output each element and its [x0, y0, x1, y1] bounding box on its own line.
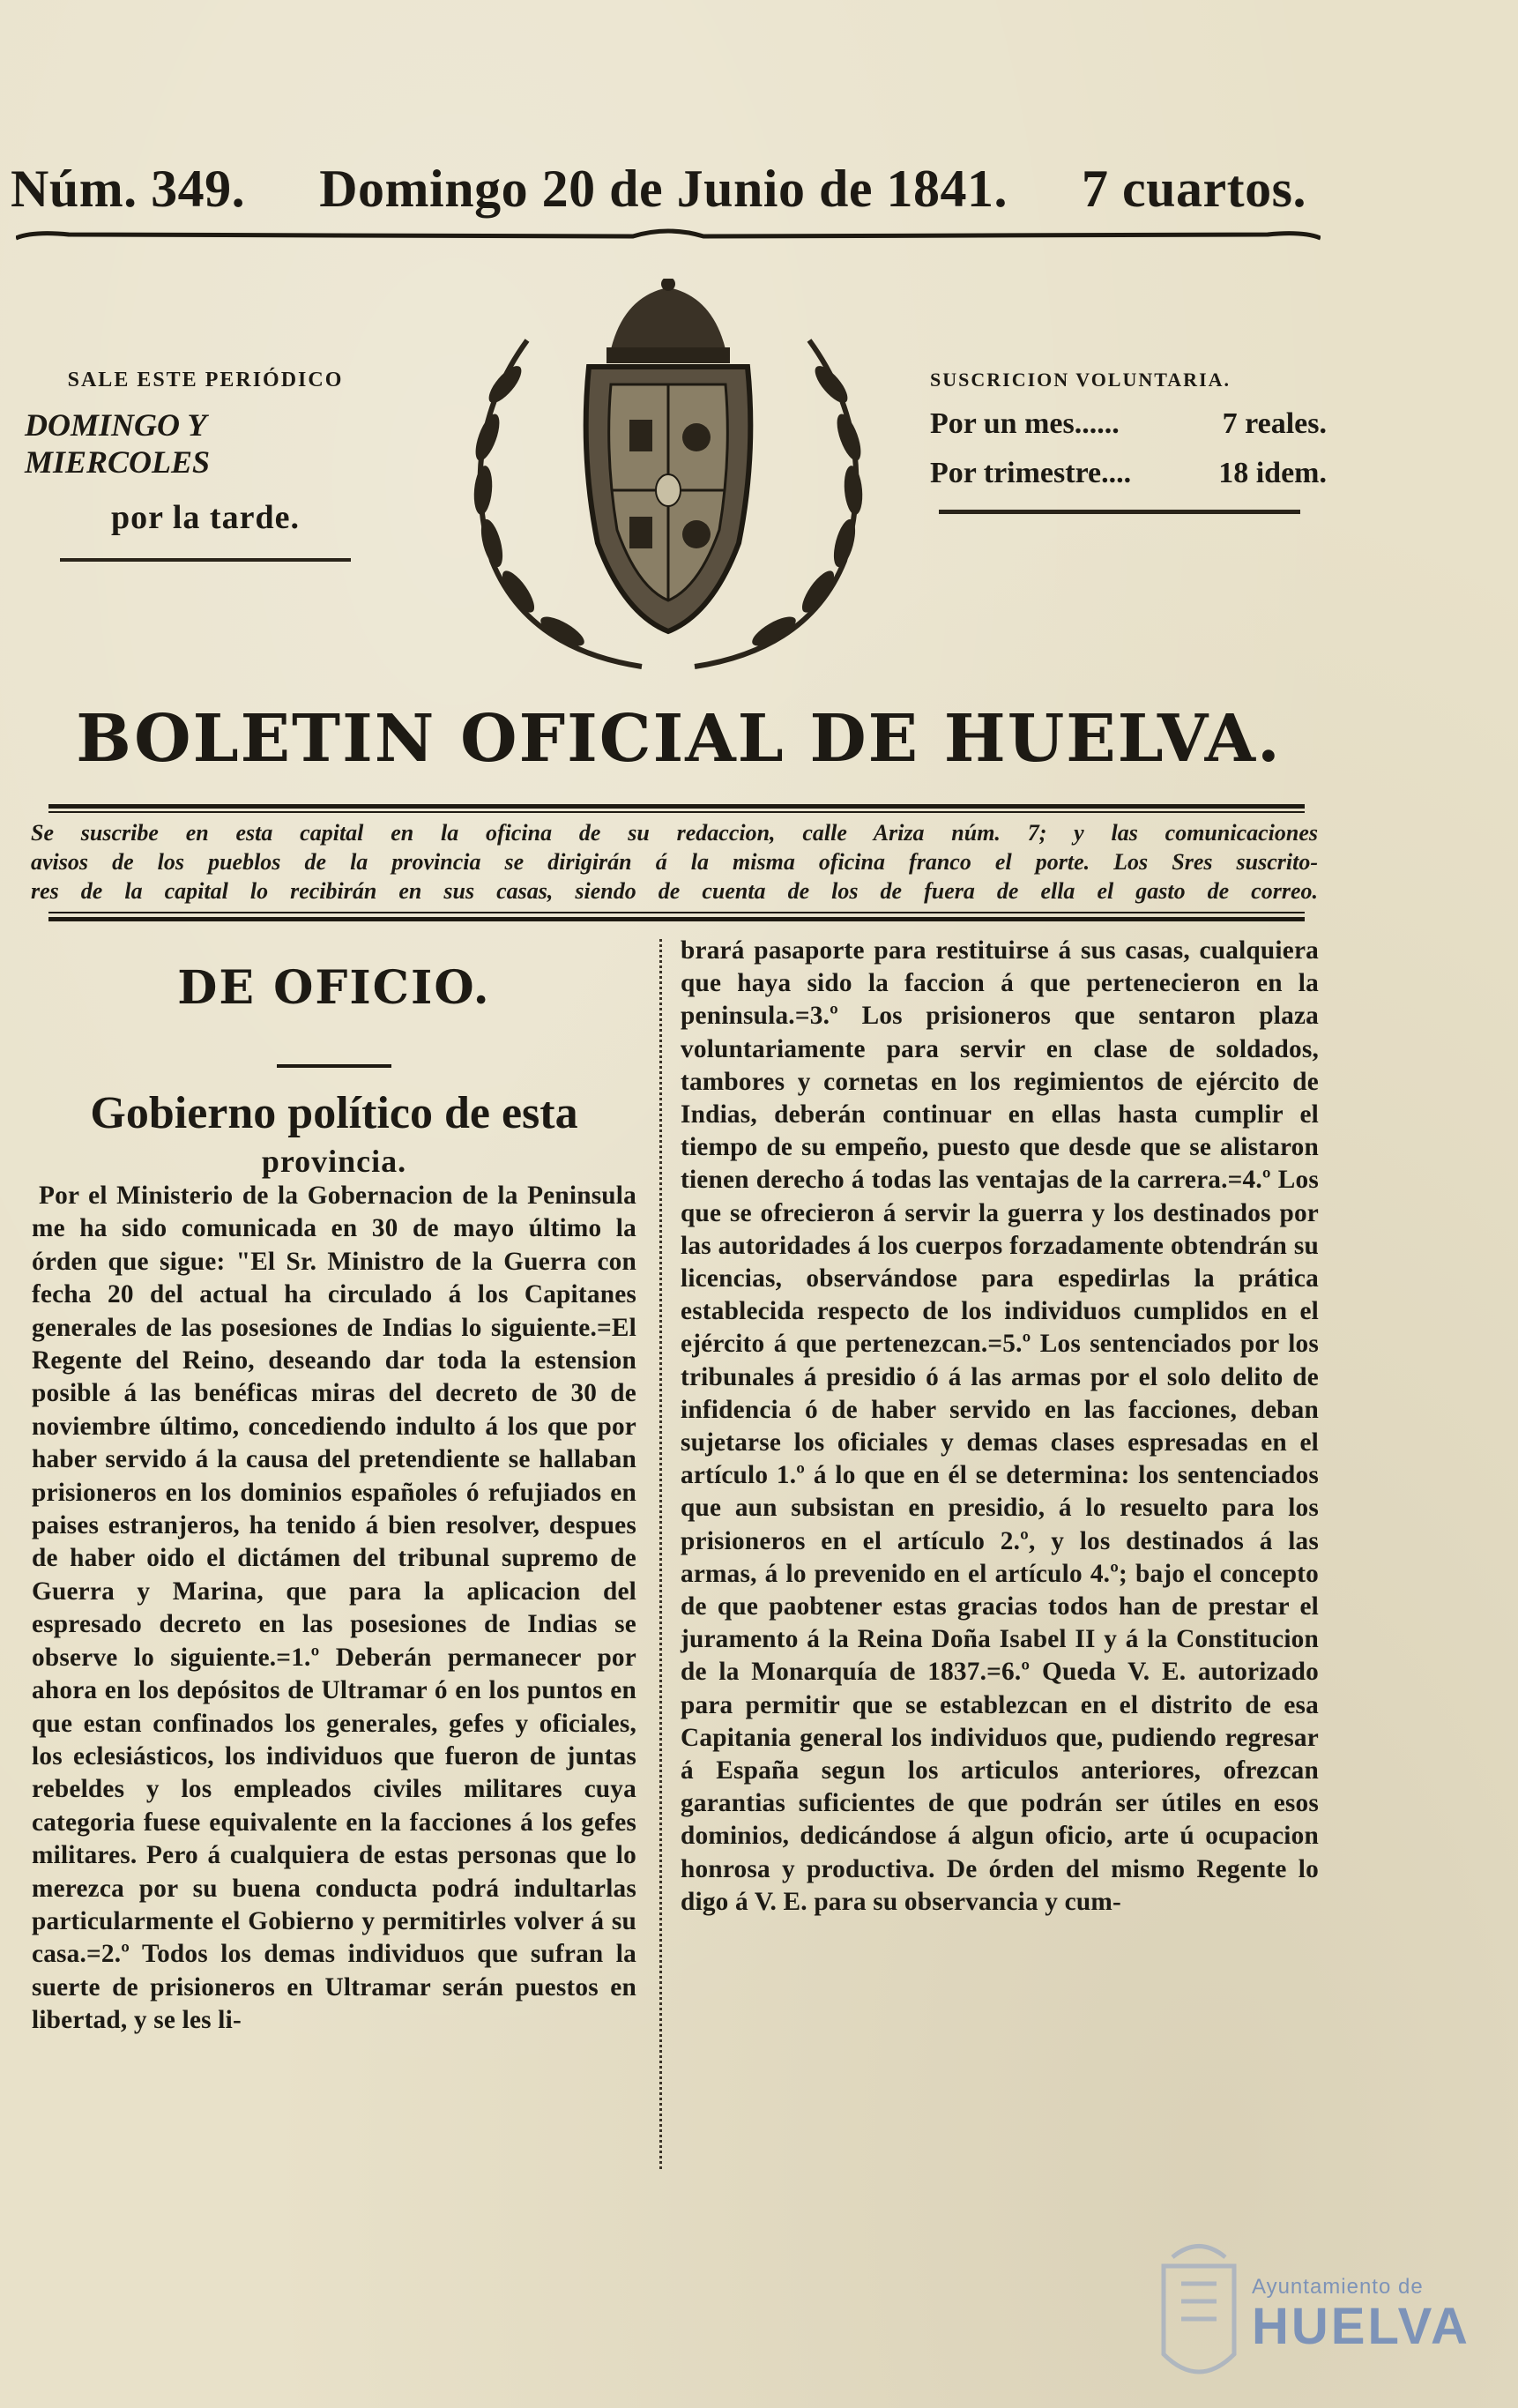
- price-month-label: Por un mes......: [930, 407, 1120, 440]
- subscription-rule: [939, 510, 1300, 514]
- notice-rule-bottom-thick: [48, 917, 1305, 921]
- issue-number: Núm. 349.: [11, 160, 246, 218]
- royal-coat-of-arms: [421, 279, 915, 675]
- price-quarter: [930, 457, 1327, 490]
- notice-line-2: avisos de los pueblos de la provincia se dirigirán á la misma oficina franco el porte. Los Sres suscrito-: [31, 849, 1318, 875]
- column-left: [32, 961, 636, 2038]
- price-month: [930, 407, 1327, 441]
- watermark-city: HUELVA: [1252, 2298, 1470, 2355]
- subscription-prices: [930, 369, 1327, 514]
- title-rule-top: [48, 804, 1305, 809]
- section-heading: DE OFICIO.: [177, 961, 491, 1015]
- notice-rule-bottom: [48, 912, 1305, 913]
- price-quarter-label: Por trimestre....: [930, 457, 1132, 489]
- notice-line-3: res de la capital lo recibirán en sus casas, siendo de cuenta de los de fuera de ella el gasto de correo.: [31, 878, 1318, 904]
- article-body-right: brará pasaporte para restituirse á sus casas, cualquiera que haya sido la faccion á que pertenecieron en la peninsula.=3.º Los prisioneros que sentaron plaza voluntariamente para servir en clase de soldados, tambores y cornetas en los regimientos de ejército de Indias, deberán continuar en ellas hasta cumplir el tiempo de su empeño, puesto que desde que se alistaron tienen derecho á todas las ventajas de la carrera.=4.º Los que se ofrecieron á servir la guerra y los destinados por las autoridades á los cuerpos forzadamente obtendrán su licencias, observándose para espedirlas la prática establecida respecto de los individuos cumplidos en el ejército á que pertenezcan.=5.º Los sentenciados por los tribunales á presidio ó á las armas por el solo delito de infidencia ó de haber servido en las facciones, deban sujetarse los oficiales y demas clases espresadas en el artículo 1.º á lo que en él se determina: los sentenciados que aun subsistan en presidio, á lo resuelto para los prisioneros en el artículo 2.º, y los destinados á las armas, á lo prevenido en el artículo 4.º; bajo el concepto de que paobtener estas gracias todos han de prestar el juramento á la Reina Doña Isabel II y á la Constitucion de la Monarquía de 1837.=6.º Queda V. E. autorizado para permitir que se establezcan en el distrito de esa Capitania general los individuos que, pudiendo regresar á España segun los articulos anteriores, ofrezcan garantias suficientes de que podrán ser útiles en esos dominios, dedicándose á algun oficio, arte ú ocupacion honrosa y productiva. De órden del mismo Regente lo digo á V. E. para su observancia y cum-: [681, 936, 1319, 1916]
- section-rule: [277, 1064, 391, 1068]
- schedule-rule: [60, 558, 351, 562]
- schedule-days: DOMINGO Y MIERCOLES: [25, 407, 211, 480]
- title-rule-top-thin: [48, 811, 1305, 813]
- subscription-notice: [31, 818, 1318, 906]
- issue-date: Domingo 20 de Junio de 1841.: [319, 160, 1008, 218]
- article-heading: Gobierno político de esta: [90, 1088, 578, 1138]
- column-separator: [659, 939, 662, 2169]
- masthead-rule: [16, 226, 1321, 245]
- masthead-line: [11, 159, 1306, 220]
- notice-line-1: Se suscribe en esta capital en la oficina de su redaccion, calle Ariza núm. 7; y las comunicaciones: [31, 820, 1318, 846]
- article-body-left: Por el Ministerio de la Gobernacion de la Peninsula me ha sido comunicada en 30 de mayo último la órden que sigue: "El Sr. Ministro de la Guerra con fecha 20 del actual ha circulado á los Capitanes generales de las posesiones de Indias lo siguiente.=El Regente del Reino, deseando dar toda la estension posible á las benéficas miras del decreto de 30 de noviembre último, concediendo indulto á los que por haber servido á la causa del pretendiente se hallaban prisioneros en los dominios españoles ó refujiados en paises estranjeros, ha tenido á bien resolver, despues de haber oido el dictámen del tribunal supremo de Guerra y Marina, que para la aplicacion del espresado decreto en las posesiones de Indias se observe lo siguiente.=1.º Deberán permanecer por ahora en los depósitos de Ultramar ó en los puntos en que estan confinados los generales, gefes y oficiales, los eclesiásticos, los individuos que fueron de juntas rebeldes y los empleados civiles militares cuya categoria fuese equivalente en la facciones á los gefes militares. Pero á cualquiera de estas personas que lo merezca por su buena conducta podrá indultarlas particularmente el Gobierno y permitirles volver á su casa.=2.º Todos los demas individuos que sufran la suerte de prisioneros en Ultramar serán puestos en libertad, y se les li-: [32, 1182, 636, 2035]
- price-quarter-value: 18 idem.: [1218, 457, 1327, 489]
- watermark-caption: Ayuntamiento de: [1252, 2275, 1424, 2299]
- subscription-heading: SUSCRICION VOLUNTARIA.: [930, 369, 1232, 391]
- price-month-value: 7 reales.: [1222, 407, 1327, 440]
- newspaper-title: BOLETIN OFICIAL DE HUELVA.: [76, 701, 1282, 777]
- issue-price: 7 cuartos.: [1082, 160, 1306, 218]
- article-subheading: provincia.: [261, 1144, 407, 1179]
- column-right: [681, 935, 1319, 1919]
- schedule-time: por la tarde.: [111, 499, 300, 536]
- schedule-heading: SALE ESTE PERIÓDICO: [67, 369, 344, 391]
- publication-schedule: [25, 369, 386, 562]
